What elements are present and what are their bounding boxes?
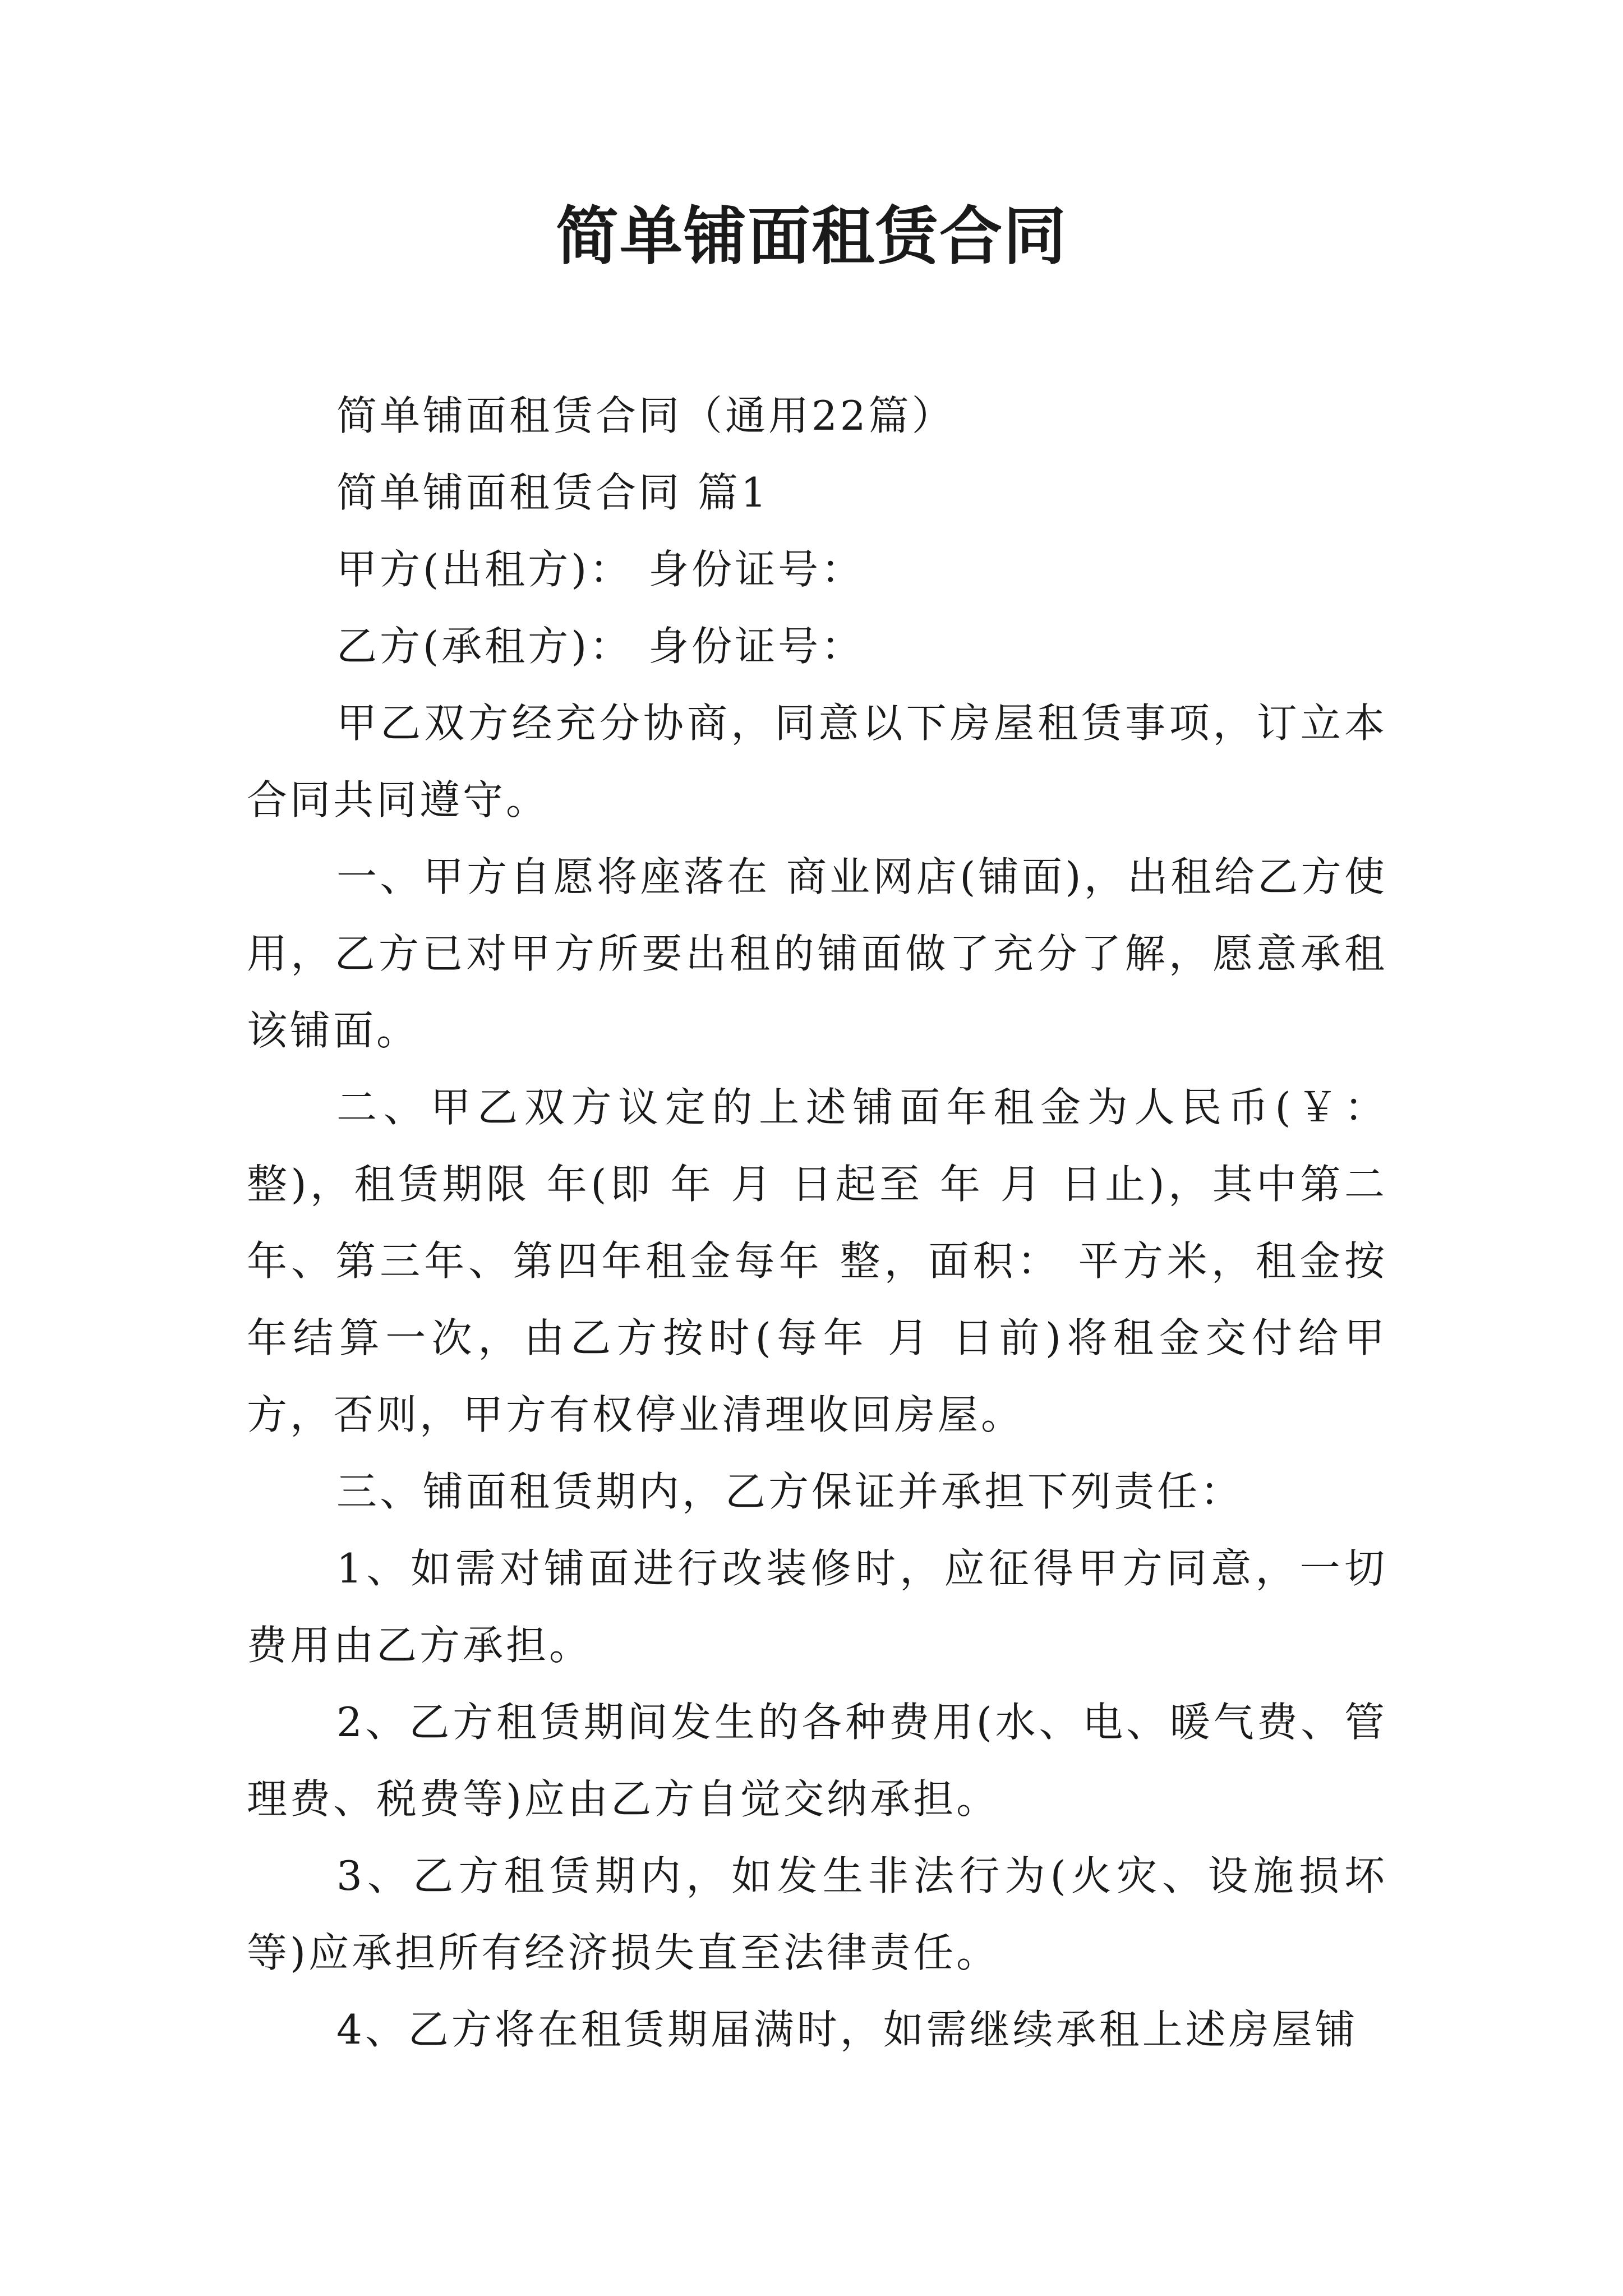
- paragraph: 4、乙方将在租赁期届满时，如需继续承租上述房屋铺: [336, 2006, 1358, 2053]
- paragraph: 1、如需对铺面进行改装修时，应征得甲方同意，一切费用由乙方承担。: [247, 1545, 1387, 1669]
- paragraph: 乙方(承租方)： 身份证号：: [336, 623, 865, 670]
- paragraph: 甲乙双方经充分协商，同意以下房屋租赁事项，订立本合同共同遵守。: [247, 700, 1387, 823]
- document-title: 简单铺面租赁合同: [556, 200, 1067, 273]
- paragraph: 3、乙方租赁期内，如发生非法行为(火灾、设施损坏等)应承担所有经济损失直至法律责任。: [247, 1852, 1387, 1976]
- document-body: [247, 378, 1387, 2068]
- paragraph: 简单铺面租赁合同（通用22篇）: [336, 392, 955, 439]
- paragraph: 简单铺面租赁合同 篇1: [336, 469, 769, 516]
- paragraph: 二、甲乙双方议定的上述铺面年租金为人民币(￥： 整)，租赁期限 年(即 年 月 日起至 年 月 日止)，其中第二年、第三年、第四年租金每年 整，面积： 平方米，租金按年结算一次，由乙方按时(每年 月 日前)将租金交付给甲方，否则，甲方有权停业清理收回房屋。: [247, 1084, 1387, 1438]
- paragraph: 一、甲方自愿将座落在 商业网店(铺面)，出租给乙方使用，乙方已对甲方所要出租的铺面做了充分了解，愿意承租该铺面。: [247, 853, 1387, 1054]
- paragraph: 2、乙方租赁期间发生的各种费用(水、电、暖气费、管理费、税费等)应由乙方自觉交纳承担。: [247, 1699, 1387, 1823]
- paragraph: 甲方(出租方)： 身份证号：: [336, 546, 865, 593]
- paragraph: 三、铺面租赁期内，乙方保证并承担下列责任：: [336, 1468, 1244, 1515]
